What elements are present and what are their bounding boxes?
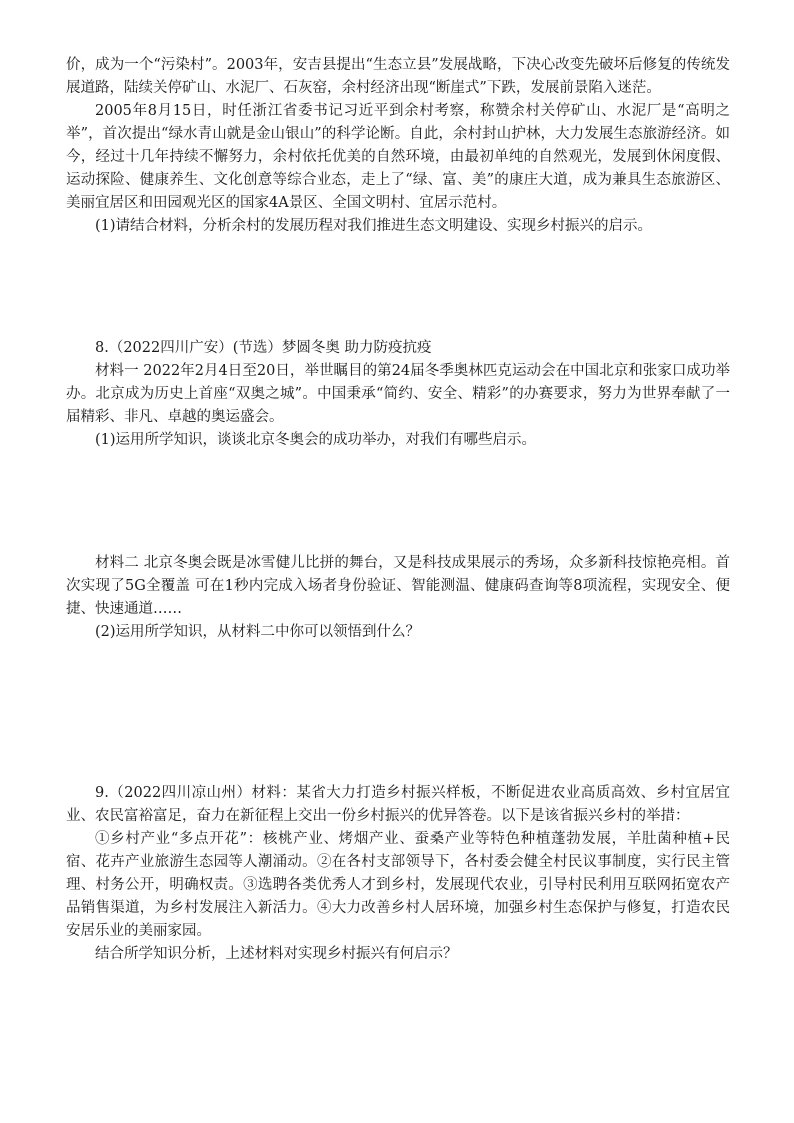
answer-space: [66, 644, 730, 782]
section8-heading: 8.（2022四川广安）(节选）梦圆冬奥 助力防疫抗疫: [95, 340, 432, 356]
section9-intro: 9.（2022四川凉山州）材料：某省大力打造乡村振兴样板，不断促进农业高质高效、乡村宜居宜业、农民富裕富足，奋力在新征程上交出一份乡村振兴的优异答卷。以下是该省振兴乡村的举措：: [66, 785, 730, 824]
section9-measures: ①乡村产业“多点开花”：核桃产业、烤烟产业、蚕桑产业等特色种植蓬勃发展，羊肚菌种植+民宿、花卉产业旅游生态园等人潮涌动。②在各村支部领导下，各村委会健全村民议事制度，实行民主管理、村务公开，明确权责。③选聘各类优秀人才到乡村，发展现代农业，引导村民利用互联网拓宽农产品销售渠道，为乡村发展注入新活力。④大力改善乡村人居环境，加强乡村生态保护与修复，打造农民安居乐业的美丽家园。: [66, 831, 730, 939]
section9-question: 结合所学知识分析，上述材料对实现乡村振兴有何启示？: [95, 946, 458, 962]
answer-space: [66, 238, 730, 337]
section8-question-1: (1)运用所学知识，谈谈北京冬奥会的成功举办，对我们有哪些启示。: [95, 432, 537, 448]
section7-question-1: (1)请结合材料，分析余村的发展历程对我们推进生态文明建设、实现乡村振兴的启示。: [95, 218, 653, 234]
section8-material-2: 材料二 北京冬奥会既是冰雪健儿比拼的舞台，又是科技成果展示的秀场，众多新科技惊艳亮相。首次实现了5G全覆盖 可在1秒内完成入场者身份验证、智能测温、健康码查询等8项流程，实现安全、便捷、快速通道……: [66, 555, 730, 617]
section8-material-1: 材料一 2022年2月4日至20日，举世瞩目的第24届冬季奥林匹克运动会在中国北京和张家口成功举办。北京成为历史上首座“双奥之城”。中国秉承“简约、安全、精彩”的办赛要求，努力为世界奉献了一届精彩、非凡、卓越的奥运盛会。: [66, 363, 730, 425]
document-page: [66, 54, 730, 966]
answer-space: [66, 452, 730, 552]
section8-question-2: (2)运用所学知识，从材料二中你可以领悟到什么？: [95, 624, 421, 640]
section7-paragraph-2: 2005年8月15日，时任浙江省委书记习近平到余村考察，称赞余村关停矿山、水泥厂是“高明之举”，首次提出“绿水青山就是金山银山”的科学论断。自此，余村封山护林，大力发展生态旅游经济。如今，经过十几年持续不懈努力，余村依托优美的自然环境，由最初单纯的自然观光，发展到休闲度假、运动探险、健康养生、文化创意等综合业态，走上了“绿、富、美”的康庄大道，成为兼具生态旅游区、美丽宜居区和田园观光区的国家4A景区、全国文明村、宜居示范村。: [66, 103, 730, 211]
section7-paragraph-1: 价，成为一个“污染村”。2003年，安吉县提出“生态立县”发展战略，下决心改变先破坏后修复的传统发展道路，陆续关停矿山、水泥厂、石灰窑，余村经济出现“断崖式”下跌，发展前景陷入迷茫。: [66, 57, 730, 96]
